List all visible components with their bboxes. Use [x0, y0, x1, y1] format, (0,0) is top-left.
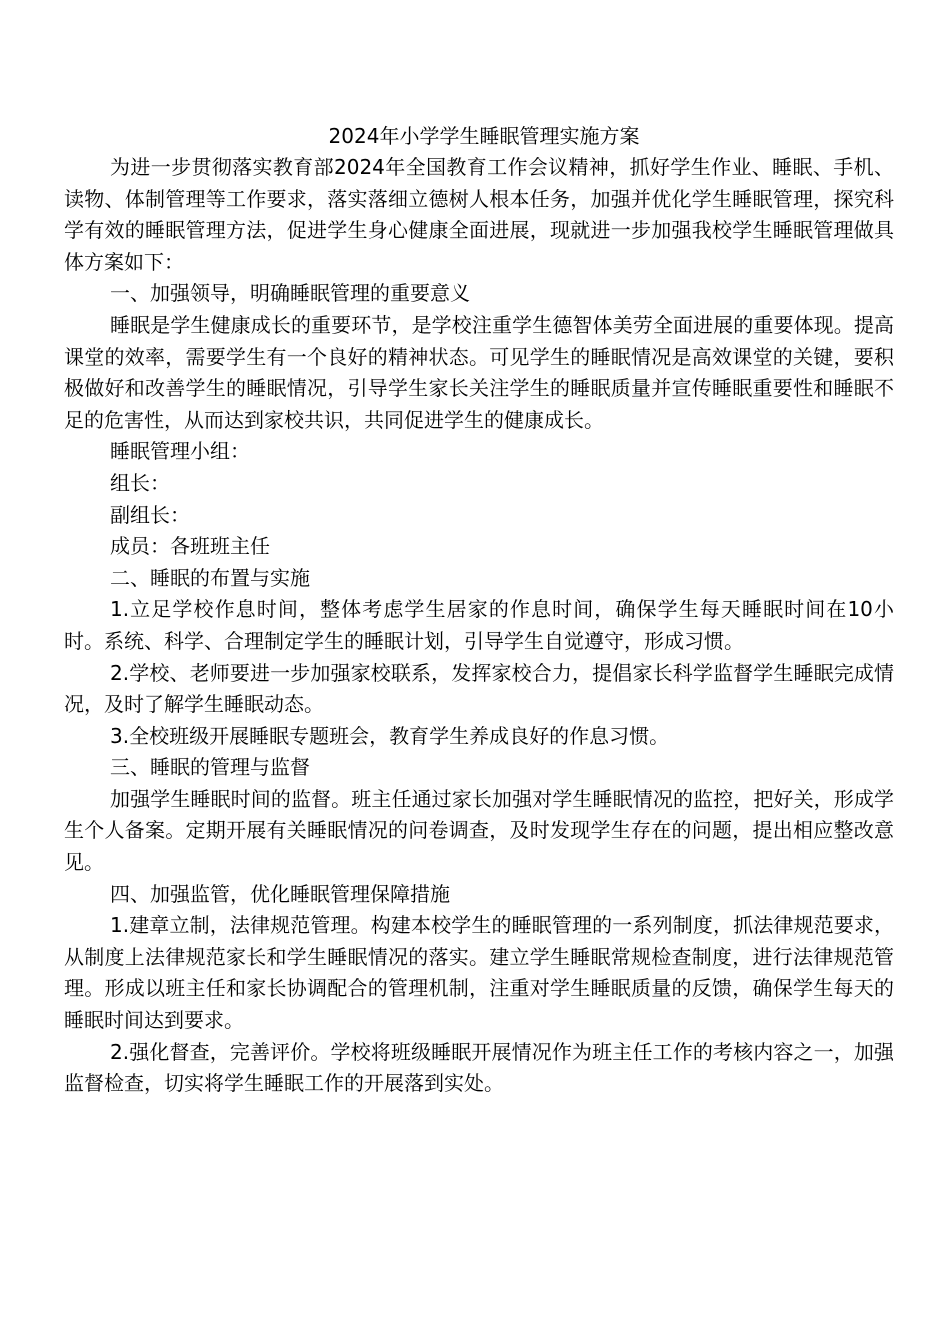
section4-heading: 四、加强监管，优化睡眠管理保障措施 [110, 881, 450, 906]
section1-body: 睡眠是学生健康成长的重要环节，是学校注重学生德智体美劳全面进展的重要体现。提高课堂的效率，需要学生有一个良好的精神状态。可见学生的睡眠情况是高效课堂的关键，要积极做好和改善学生的睡眠情况，引导学生家长关注学生的睡眠质量并宣传睡眠重要性和睡眠不足的危害性，从而达到家校共识，共同促进学生的健康成长。 [64, 312, 894, 432]
intro-paragraph: 为进一步贯彻落实教育部2024年全国教育工作会议精神，抓好学生作业、睡眠、手机、读物、体制管理等工作要求，落实落细立德树人根本任务，加强并优化学生睡眠管理，探究科学有效的睡眠管理方法，促进学生身心健康全面进展，现就进一步加强我校学生睡眠管理做具体方案如下： [64, 155, 894, 274]
section2-item-1: 1.立足学校作息时间，整体考虑学生居家的作息时间，确保学生每天睡眠时间在10小时。系统、科学、合理制定学生的睡眠计划，引导学生自觉遵守，形成习惯。 [64, 597, 894, 653]
group-leader-line: 组长： [110, 470, 170, 495]
section2-item-2: 2.学校、老师要进一步加强家校联系，发挥家校合力，提倡家长科学监督学生睡眠完成情况，及时了解学生睡眠动态。 [64, 660, 894, 717]
section3-heading: 三、睡眠的管理与监督 [110, 755, 310, 780]
group-deputy-line: 副组长： [110, 502, 190, 527]
document-page [64, 120, 894, 1100]
group-members-line: 成员：各班班主任 [110, 534, 270, 559]
section1-heading: 一、加强领导，明确睡眠管理的重要意义 [110, 281, 470, 306]
section3-body: 加强学生睡眠时间的监督。班主任通过家长加强对学生睡眠情况的监控，把好关，形成学生个人备案。定期开展有关睡眠情况的问卷调查，及时发现学生存在的问题，提出相应整改意见。 [64, 786, 894, 875]
section2-heading: 二、睡眠的布置与实施 [110, 565, 310, 590]
section4-item-1: 1.建章立制，法律规范管理。构建本校学生的睡眠管理的一系列制度，抓法律规范要求，从制度上法律规范家长和学生睡眠情况的落实。建立学生睡眠常规检查制度，进行法律规范管理。形成以班主任和家长协调配合的管理机制，注重对学生睡眠质量的反馈，确保学生每天的睡眠时间达到要求。 [64, 913, 894, 1033]
document-title: 2024年小学学生睡眠管理实施方案 [328, 124, 640, 148]
sleep-group-label: 睡眠管理小组： [110, 439, 250, 464]
section2-item-3: 3.全校班级开展睡眠专题班会，教育学生养成良好的作息习惯。 [110, 723, 670, 748]
section4-item-2: 2.强化督查，完善评价。学校将班级睡眠开展情况作为班主任工作的考核内容之一，加强监督检查，切实将学生睡眠工作的开展落到实处。 [64, 1039, 894, 1096]
